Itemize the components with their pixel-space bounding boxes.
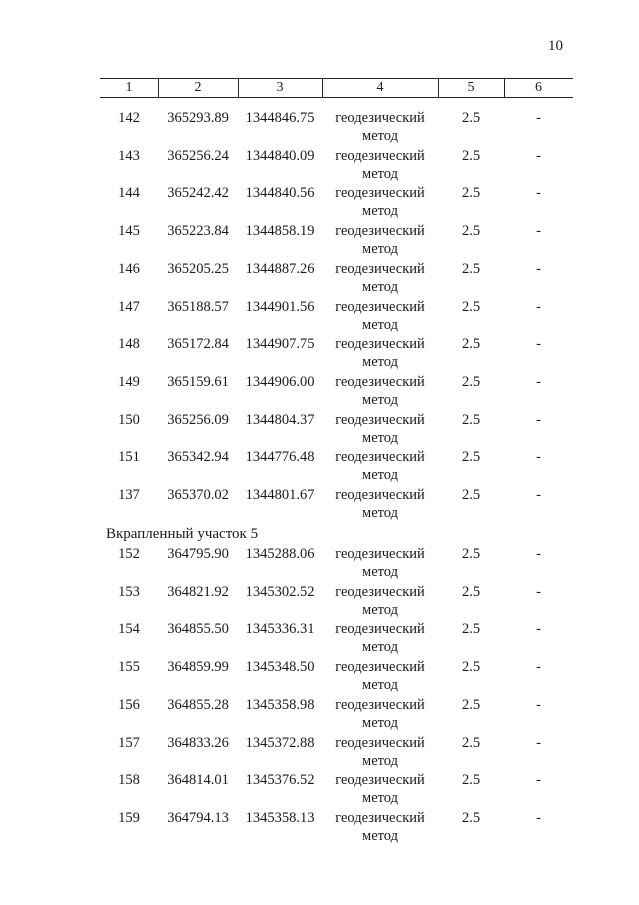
section-label: Вкрапленный участок 5: [106, 526, 259, 542]
coord-y: 1344804.37: [245, 411, 315, 428]
note-cell: -: [536, 659, 541, 676]
header-col-2: 2: [194, 80, 202, 95]
coord-y: 1345376.52: [245, 772, 315, 789]
point-number: 154: [118, 621, 140, 638]
coord-y: 1344840.09: [245, 147, 315, 164]
coord-x: 364855.50: [167, 621, 229, 638]
point-number: 155: [118, 659, 140, 676]
table-row: [0, 147, 639, 187]
method-cell: геодезический метод: [335, 110, 425, 144]
method-cell: геодезический метод: [335, 411, 425, 446]
table-row: [0, 620, 639, 660]
accuracy-cell: 2.5: [461, 659, 481, 676]
coord-x: 365159.61: [167, 373, 229, 390]
coord-x: 365342.94: [167, 449, 229, 466]
method-cell: геодезический метод: [335, 659, 425, 694]
table-row: [0, 545, 639, 585]
point-number: 159: [118, 809, 140, 826]
method-cell: геодезический метод: [335, 147, 425, 182]
note-cell: -: [536, 185, 541, 202]
coord-x: 364794.13: [167, 809, 229, 826]
method-cell: геодезический метод: [335, 772, 425, 807]
point-number: 158: [118, 772, 140, 789]
coord-x: 364821.92: [167, 583, 229, 600]
table-row: [0, 109, 639, 149]
note-cell: -: [536, 772, 541, 789]
table-row: [0, 734, 639, 774]
accuracy-cell: 2.5: [461, 411, 481, 428]
point-number: 143: [118, 147, 140, 164]
note-cell: -: [536, 449, 541, 466]
coord-x: 365242.42: [167, 185, 229, 202]
table-row: [0, 335, 639, 375]
table-header: [100, 78, 573, 98]
table-row: [0, 486, 639, 526]
coord-y: 1345358.13: [245, 809, 315, 826]
note-cell: -: [536, 696, 541, 713]
coord-y: 1344906.00: [245, 373, 315, 390]
method-cell: геодезический метод: [335, 696, 425, 731]
accuracy-cell: 2.5: [461, 449, 481, 466]
accuracy-cell: 2.5: [461, 583, 481, 600]
coord-y: 1345336.31: [245, 621, 315, 638]
accuracy-cell: 2.5: [461, 772, 481, 789]
accuracy-cell: 2.5: [461, 696, 481, 713]
header-col-6: 6: [535, 80, 542, 95]
point-number: 142: [118, 110, 140, 126]
coord-x: 365256.09: [167, 411, 229, 428]
note-cell: -: [536, 734, 541, 751]
coord-x: 365172.84: [167, 336, 229, 353]
coord-y: 1344846.75: [245, 110, 315, 126]
table-row: [0, 448, 639, 488]
method-cell: геодезический метод: [335, 373, 425, 408]
point-number: 157: [118, 734, 140, 751]
header-col-3: 3: [276, 80, 284, 95]
note-cell: -: [536, 147, 541, 164]
method-cell: геодезический метод: [335, 298, 425, 333]
method-cell: геодезический метод: [335, 583, 425, 618]
accuracy-cell: 2.5: [461, 147, 481, 164]
method-cell: геодезический метод: [335, 185, 425, 220]
point-number: 145: [118, 223, 140, 240]
point-number: 153: [118, 583, 140, 600]
coord-y: 1345288.06: [245, 546, 315, 562]
header-col-4: 4: [376, 80, 384, 95]
note-cell: -: [536, 546, 541, 562]
accuracy-cell: 2.5: [461, 185, 481, 202]
note-cell: -: [536, 583, 541, 600]
table-row: [0, 184, 639, 224]
accuracy-cell: 2.5: [461, 734, 481, 751]
note-cell: -: [536, 336, 541, 353]
accuracy-cell: 2.5: [461, 110, 481, 126]
coord-x: 365188.57: [167, 298, 229, 315]
coord-x: 364855.28: [167, 696, 229, 713]
coord-x: 365256.24: [167, 147, 229, 164]
note-cell: -: [536, 411, 541, 428]
point-number: 151: [118, 449, 140, 466]
note-cell: -: [536, 487, 541, 503]
method-cell: геодезический метод: [335, 734, 425, 769]
note-cell: -: [536, 373, 541, 390]
method-cell: геодезический метод: [335, 487, 425, 521]
table-row: [0, 658, 639, 698]
method-cell: геодезический метод: [335, 260, 425, 295]
coord-y: 1344907.75: [245, 336, 315, 353]
coord-y: 1344776.48: [245, 449, 315, 466]
method-cell: геодезический метод: [335, 546, 425, 580]
note-cell: -: [536, 110, 541, 126]
point-number: 152: [118, 546, 140, 562]
coord-x: 365205.25: [167, 260, 229, 277]
coord-x: 364795.90: [167, 546, 229, 562]
point-number: 156: [118, 696, 140, 713]
method-cell: геодезический метод: [335, 449, 425, 484]
point-number: 147: [118, 298, 140, 315]
point-number: 149: [118, 373, 140, 390]
point-number: 137: [118, 487, 140, 503]
accuracy-cell: 2.5: [461, 260, 481, 277]
accuracy-cell: 2.5: [461, 621, 481, 638]
method-cell: геодезический метод: [335, 621, 425, 656]
table-row: [0, 260, 639, 300]
note-cell: -: [536, 260, 541, 277]
point-number: 146: [118, 260, 140, 277]
accuracy-cell: 2.5: [461, 487, 481, 503]
table-row: [0, 583, 639, 623]
note-cell: -: [536, 223, 541, 240]
table-row: [0, 771, 639, 811]
table-row: [0, 222, 639, 262]
method-cell: геодезический метод: [335, 809, 425, 844]
note-cell: -: [536, 809, 541, 826]
coord-x: 364814.01: [167, 772, 229, 789]
method-cell: геодезический метод: [335, 336, 425, 371]
table-row: [0, 411, 639, 451]
accuracy-cell: 2.5: [461, 546, 481, 562]
accuracy-cell: 2.5: [461, 809, 481, 826]
accuracy-cell: 2.5: [461, 223, 481, 240]
table-row: [0, 696, 639, 736]
coord-x: 365370.02: [167, 487, 229, 503]
table-row: [0, 373, 639, 413]
note-cell: -: [536, 621, 541, 638]
coord-y: 1344858.19: [245, 223, 315, 240]
coord-y: 1344801.67: [245, 487, 315, 503]
coord-y: 1345372.88: [245, 734, 315, 751]
method-cell: геодезический метод: [335, 223, 425, 258]
accuracy-cell: 2.5: [461, 336, 481, 353]
coord-y: 1344887.26: [245, 260, 315, 277]
table-row: [0, 298, 639, 338]
header-col-1: 1: [125, 80, 133, 95]
table-row: [0, 809, 639, 849]
coord-y: 1345348.50: [245, 659, 315, 676]
coord-x: 364859.99: [167, 659, 229, 676]
coord-y: 1345302.52: [245, 583, 315, 600]
coord-x: 365223.84: [167, 223, 229, 240]
point-number: 148: [118, 336, 140, 353]
coord-y: 1344840.56: [245, 185, 315, 202]
note-cell: -: [536, 298, 541, 315]
header-col-5: 5: [467, 80, 475, 95]
coord-x: 364833.26: [167, 734, 229, 751]
coord-y: 1345358.98: [245, 696, 315, 713]
point-number: 150: [118, 411, 140, 428]
accuracy-cell: 2.5: [461, 373, 481, 390]
page-number: 10: [548, 38, 563, 54]
coord-x: 365293.89: [167, 110, 229, 126]
point-number: 144: [118, 185, 140, 202]
coord-y: 1344901.56: [245, 298, 315, 315]
accuracy-cell: 2.5: [461, 298, 481, 315]
